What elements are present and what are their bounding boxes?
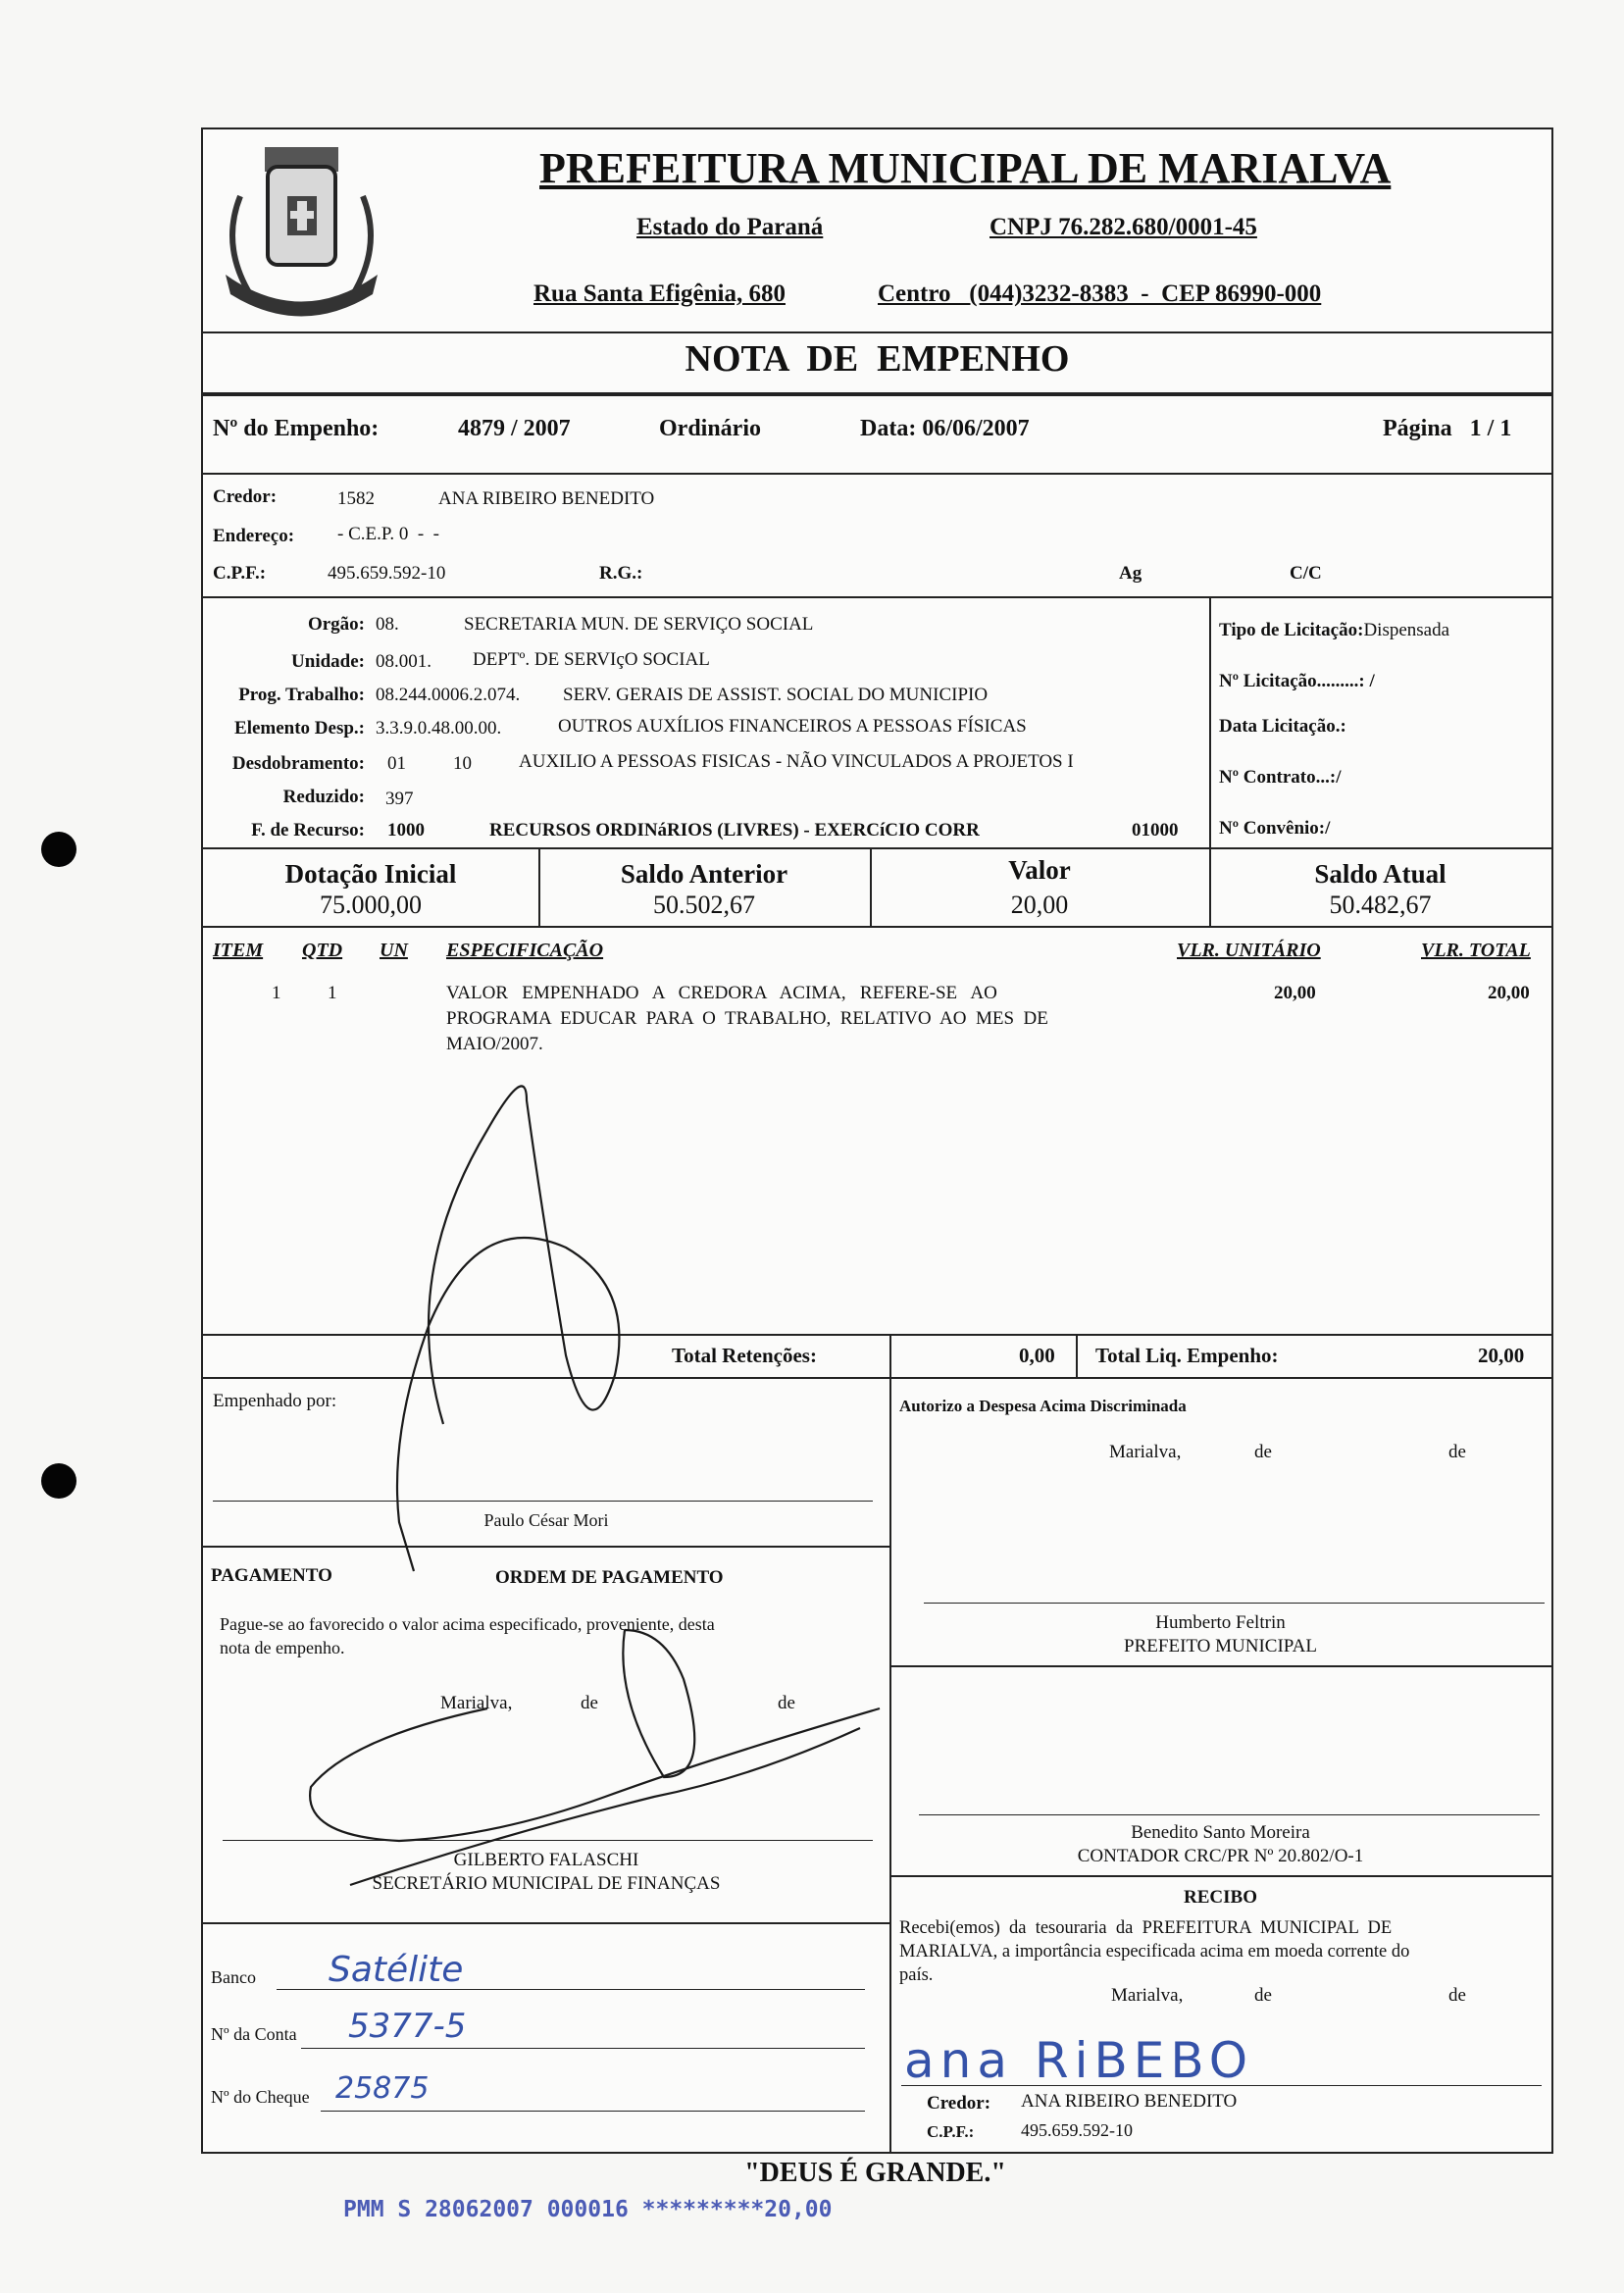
autorizo-de1: de [1254, 1442, 1272, 1462]
pagamento-name: GILBERTO FALASCHI [453, 1850, 639, 1870]
conta-label: Nº da Conta [211, 2024, 297, 2044]
punch-hole-top [41, 832, 76, 867]
header-title: PREFEITURA MUNICIPAL DE MARIALVA [539, 144, 1392, 192]
row-desc-line2: PROGRAMA EDUCAR PARA O TRABALHO, RELATIVO AO MES DE [446, 1008, 1048, 1029]
valor-value: 20,00 [1010, 891, 1069, 919]
endereco-label: Endereço: [213, 526, 295, 546]
desd-label: Desdobramento: [231, 753, 365, 774]
empenho-number: 4879 / 2007 [458, 416, 571, 441]
row-vlr-total: 20,00 [1488, 983, 1530, 1003]
saldo-anterior-label: Saldo Anterior [620, 859, 788, 889]
credor-label: Credor: [213, 486, 278, 507]
row-qtd: 1 [328, 983, 337, 1003]
header-address: Rua Santa Efigênia, 680 [533, 280, 786, 307]
endereco-value: - C.E.P. 0 - - [337, 524, 439, 544]
valor-label: Valor [1008, 855, 1071, 885]
orgao-label: Orgão: [307, 614, 365, 635]
col-un: UN [380, 940, 408, 961]
dotacao-inicial-value: 75.000,00 [320, 891, 422, 919]
prog-label: Prog. Trabalho: [238, 685, 365, 705]
autorizo-de2: de [1448, 1442, 1466, 1462]
autorizo-role: PREFEITO MUNICIPAL [1124, 1636, 1317, 1656]
row-vlr-unit: 20,00 [1274, 983, 1316, 1003]
fonte-label: F. de Recurso: [251, 820, 365, 841]
orgao-desc: SECRETARIA MUN. DE SERVIÇO SOCIAL [464, 614, 814, 635]
elem-label: Elemento Desp.: [234, 718, 365, 739]
fonte-code2: 01000 [1132, 820, 1179, 841]
row-item: 1 [272, 983, 281, 1003]
reduz-value: 397 [385, 789, 414, 809]
conta-value: 5377-5 [348, 2007, 467, 2046]
recibo-text3: país. [899, 1965, 934, 1985]
prog-code: 08.244.0006.2.074. [376, 685, 521, 705]
unidade-desc: DEPTº. DE SERVIçO SOCIAL [473, 649, 710, 670]
autorizo-name: Humberto Feltrin [1155, 1612, 1286, 1633]
cheque-label: Nº do Cheque [211, 2087, 310, 2107]
elem-desc: OUTROS AUXÍLIOS FINANCEIROS A PESSOAS FÍSICAS [558, 716, 1027, 737]
cpf-value: 495.659.592-10 [328, 563, 446, 584]
rg-label: R.G.: [599, 563, 643, 584]
credor-code: 1582 [337, 488, 375, 509]
pagamento-role: SECRETÁRIO MUNICIPAL DE FINANÇAS [372, 1873, 721, 1894]
header-contact: Centro (044)3232-8383 - CEP 86990-000 [878, 280, 1322, 307]
recibo-text2: MARIALVA, a importância especificada acima em moeda corrente do [899, 1942, 1410, 1962]
recibo-de1: de [1254, 1985, 1272, 2006]
banco-value: Satélite [329, 1950, 464, 1990]
fonte-desc: RECURSOS ORDINáRIOS (LIVRES) - EXERCíCIO CORR [489, 820, 980, 841]
unidade-label: Unidade: [291, 651, 365, 672]
recibo-city: Marialva, [1111, 1985, 1184, 2006]
fonte-code: 1000 [387, 820, 425, 841]
ordem-pagamento-label: ORDEM DE PAGAMENTO [495, 1567, 724, 1588]
prog-desc: SERV. GERAIS DE ASSIST. SOCIAL DO MUNICIPIO [563, 685, 989, 705]
recibo-credor-name: ANA RIBEIRO BENEDITO [1021, 2091, 1238, 2112]
pagamento-de2: de [778, 1693, 795, 1713]
col-qtd: QTD [302, 940, 343, 961]
orgao-code: 08. [376, 614, 399, 635]
autorizo-title: Autorizo a Despesa Acima Discriminada [899, 1397, 1187, 1415]
contador-name: Benedito Santo Moreira [1131, 1822, 1310, 1843]
ag-label: Ag [1119, 563, 1142, 584]
pagamento-city: Marialva, [440, 1693, 513, 1713]
row-desc-line1: VALOR EMPENHADO A CREDORA ACIMA, REFERE-SE AO [446, 983, 997, 1003]
total-retencoes-value: 0,00 [1019, 1344, 1055, 1367]
col-item: ITEM [213, 940, 264, 961]
total-liq-value: 20,00 [1478, 1344, 1525, 1367]
empenhado-name: Paulo César Mori [483, 1510, 609, 1530]
tipo-licitacao-label: Tipo de Licitação: [1219, 620, 1364, 640]
signature-scribble [203, 129, 1551, 2152]
row-desc-line3: MAIO/2007. [446, 1034, 543, 1054]
footer-motto: "DEUS É GRANDE." [744, 2158, 1006, 2188]
num-contrato: Nº Contrato...:/ [1219, 767, 1342, 788]
recibo-title: RECIBO [1184, 1887, 1257, 1908]
desd-code2: 10 [453, 753, 472, 774]
elem-code: 3.3.9.0.48.00.00. [376, 718, 502, 739]
payment-stamp: PMM S 28062007 000016 *********20,00 [343, 2197, 833, 2222]
recibo-cpf-value: 495.659.592-10 [1021, 2120, 1133, 2140]
empenho-page: Página 1 / 1 [1383, 416, 1512, 441]
recibo-text1: Recebi(emos) da tesouraria da PREFEITURA MUNICIPAL DE [899, 1918, 1393, 1938]
total-liq-label: Total Liq. Empenho: [1095, 1344, 1279, 1367]
empenho-type: Ordinário [659, 416, 762, 441]
header-cnpj: CNPJ 76.282.680/0001-45 [990, 214, 1257, 240]
unidade-code: 08.001. [376, 651, 431, 672]
pagamento-text1: Pague-se ao favorecido o valor acima especificado, proveniente, desta [220, 1614, 715, 1634]
credor-name: ANA RIBEIRO BENEDITO [438, 488, 655, 509]
cpf-label: C.P.F.: [213, 563, 267, 584]
contador-role: CONTADOR CRC/PR Nº 20.802/O-1 [1077, 1846, 1364, 1866]
cc-label: C/C [1290, 563, 1322, 584]
col-vlr-unitario: VLR. UNITÁRIO [1177, 940, 1321, 961]
header-state: Estado do Paraná [636, 214, 824, 240]
autorizo-city: Marialva, [1109, 1442, 1182, 1462]
nota-de-empenho-form [201, 127, 1553, 2154]
dotacao-inicial-label: Dotação Inicial [284, 859, 457, 889]
col-especificacao: ESPECIFICAÇÃO [446, 940, 604, 961]
banco-label: Banco [211, 1967, 256, 1987]
doc-title: NOTA DE EMPENHO [685, 338, 1070, 380]
total-retencoes-label: Total Retenções: [672, 1344, 817, 1367]
tipo-licitacao-value: Dispensada [1363, 620, 1450, 640]
desd-desc: AUXILIO A PESSOAS FISICAS - NÃO VINCULADOS A PROJETOS I [519, 751, 1074, 772]
saldo-anterior-value: 50.502,67 [653, 891, 755, 919]
cheque-value: 25875 [335, 2071, 430, 2106]
recibo-signature: ana RiBEBO [904, 2032, 1254, 2089]
empenho-date: Data: 06/06/2007 [860, 416, 1030, 441]
num-licitacao: Nº Licitação.........: / [1219, 671, 1375, 691]
pagamento-text2: nota de empenho. [220, 1638, 345, 1657]
num-convenio: Nº Convênio:/ [1219, 818, 1331, 839]
empenhado-label: Empenhado por: [213, 1391, 337, 1411]
pagamento-de1: de [581, 1693, 598, 1713]
recibo-cpf-label: C.P.F.: [927, 2122, 975, 2141]
punch-hole-bottom [41, 1463, 76, 1499]
reduz-label: Reduzido: [282, 787, 365, 807]
saldo-atual-value: 50.482,67 [1329, 891, 1432, 919]
desd-code1: 01 [387, 753, 406, 774]
saldo-atual-label: Saldo Atual [1314, 859, 1446, 889]
pagamento-label: PAGAMENTO [211, 1565, 332, 1586]
empenho-label: Nº do Empenho: [213, 416, 380, 441]
col-vlr-total: VLR. TOTAL [1421, 940, 1531, 961]
recibo-de2: de [1448, 1985, 1466, 2006]
recibo-credor-label: Credor: [927, 2093, 991, 2114]
data-licitacao: Data Licitação.: [1219, 716, 1346, 737]
